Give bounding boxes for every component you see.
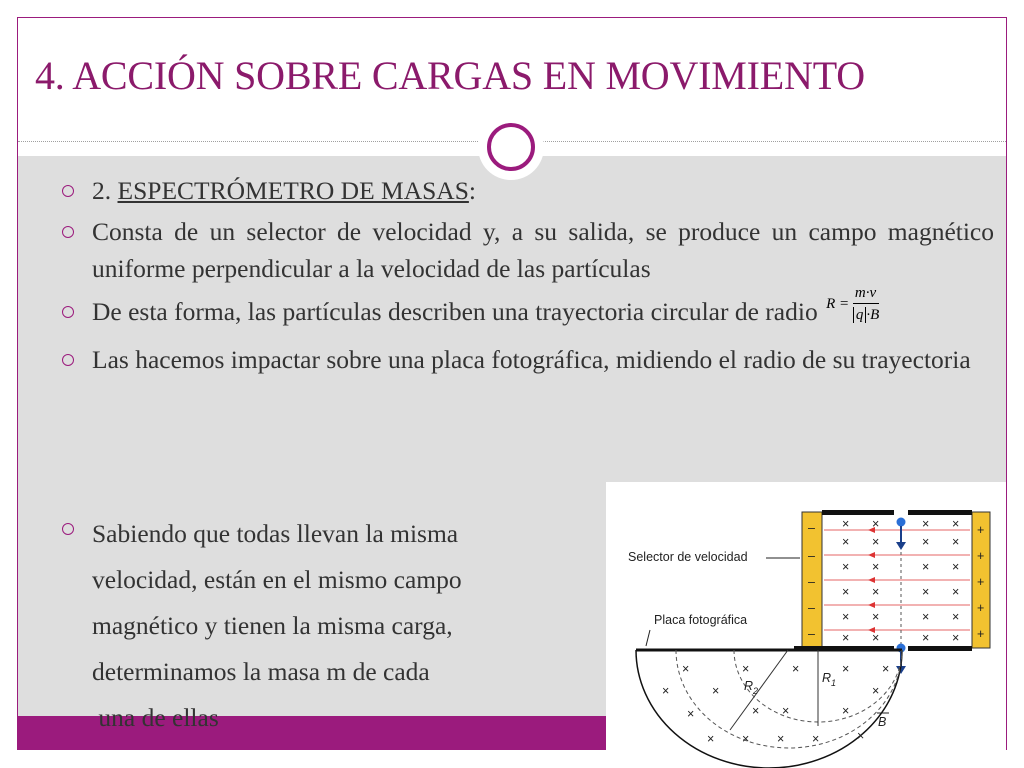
- svg-text:×: ×: [872, 585, 880, 599]
- particle-top: [897, 518, 906, 527]
- formula-den-rest: ·B: [866, 306, 880, 323]
- bullet-text: Consta de un selector de velocidad y, a su salida, se produce un campo magnético uniforme perpendicular a la velocidad de las partículas: [92, 217, 994, 283]
- svg-text:×: ×: [952, 585, 960, 599]
- bullet-item: [60, 172, 994, 209]
- bullet-circle-icon: [62, 185, 74, 197]
- svg-text:–: –: [808, 549, 815, 563]
- svg-text:+: +: [977, 601, 985, 615]
- top-plate-right: [908, 510, 972, 515]
- svg-text:×: ×: [922, 610, 930, 624]
- svg-text:×: ×: [662, 684, 670, 698]
- svg-text:×: ×: [842, 610, 850, 624]
- svg-text:×: ×: [842, 585, 850, 599]
- svg-text:×: ×: [712, 684, 720, 698]
- svg-text:×: ×: [842, 662, 850, 676]
- svg-text:×: ×: [952, 610, 960, 624]
- svg-text:×: ×: [782, 704, 790, 718]
- bullet-suffix: :: [468, 176, 476, 205]
- svg-text:×: ×: [842, 560, 850, 574]
- velocity-arrowhead-top: [896, 542, 906, 550]
- slide-title: 4. ACCIÓN SOBRE CARGAS EN MOVIMIENTO: [35, 53, 865, 98]
- bullet-line: velocidad, están en el mismo campo: [92, 565, 462, 594]
- bullet-text: Las hacemos impactar sobre una placa fotográfica, midiendo el radio de su trayectoria: [92, 344, 971, 374]
- b-field-label: B: [878, 715, 887, 729]
- svg-text:×: ×: [922, 535, 930, 549]
- chamber-b-field-crosses: [662, 662, 889, 746]
- diagram-svg: [606, 482, 1006, 768]
- formula-lhs: R =: [826, 295, 850, 312]
- svg-text:×: ×: [872, 535, 880, 549]
- svg-text:×: ×: [682, 662, 690, 676]
- mass-spectrometer-diagram: [606, 482, 1006, 768]
- bullet-item-multiline: [92, 511, 462, 741]
- bullet-circle-icon: [62, 354, 74, 366]
- svg-text:×: ×: [687, 707, 695, 721]
- svg-text:×: ×: [952, 631, 960, 645]
- svg-text:×: ×: [952, 560, 960, 574]
- svg-text:+: +: [977, 627, 985, 641]
- svg-text:×: ×: [842, 704, 850, 718]
- svg-text:×: ×: [872, 560, 880, 574]
- svg-text:×: ×: [842, 631, 850, 645]
- svg-text:×: ×: [922, 560, 930, 574]
- top-plate-left: [822, 510, 894, 515]
- selector-label: Selector de velocidad: [628, 550, 748, 564]
- svg-text:×: ×: [922, 585, 930, 599]
- svg-text:+: +: [977, 549, 985, 563]
- radius-r2-line: [730, 650, 788, 730]
- svg-text:×: ×: [742, 732, 750, 746]
- svg-text:+: +: [977, 523, 985, 537]
- svg-text:×: ×: [792, 662, 800, 676]
- plate-pointer: [646, 630, 650, 646]
- svg-text:×: ×: [742, 662, 750, 676]
- radius-formula: [826, 284, 879, 325]
- bullet-circle-icon: [62, 306, 74, 318]
- bullet-item: [60, 341, 994, 378]
- svg-text:×: ×: [752, 704, 760, 718]
- svg-text:–: –: [808, 521, 815, 535]
- bullet-circle-icon: [62, 523, 74, 535]
- bullet-line: determinamos la masa m de cada: [92, 657, 430, 686]
- svg-text:×: ×: [707, 732, 715, 746]
- bottom-plate-right: [908, 646, 972, 651]
- svg-text:×: ×: [872, 631, 880, 645]
- svg-text:×: ×: [922, 517, 930, 531]
- formula-abs-q: q: [853, 307, 867, 323]
- svg-text:×: ×: [872, 517, 880, 531]
- svg-text:–: –: [808, 627, 815, 641]
- bullet-item: [60, 213, 994, 287]
- svg-text:×: ×: [872, 610, 880, 624]
- r2-label: $R_2$: [744, 679, 759, 696]
- svg-text:–: –: [808, 575, 815, 589]
- svg-text:×: ×: [842, 535, 850, 549]
- mass-spectrometer-link[interactable]: ESPECTRÓMETRO DE MASAS: [117, 176, 469, 205]
- svg-text:×: ×: [952, 535, 960, 549]
- formula-fraction: [853, 284, 879, 325]
- formula-denominator: [853, 304, 879, 325]
- svg-text:×: ×: [952, 517, 960, 531]
- bullet-line: una de ellas: [92, 703, 219, 732]
- svg-text:×: ×: [812, 732, 820, 746]
- bullet-circle-icon: [62, 226, 74, 238]
- bullet-line: Sabiendo que todas llevan la misma: [92, 519, 459, 548]
- svg-text:×: ×: [777, 732, 785, 746]
- svg-text:×: ×: [922, 631, 930, 645]
- plate-label: Placa fotográfica: [654, 613, 748, 627]
- ring-ornament: [487, 123, 535, 171]
- bullet-line: magnético y tienen la misma carga,: [92, 611, 453, 640]
- svg-text:×: ×: [842, 517, 850, 531]
- bullet-list: [60, 172, 994, 384]
- bullet-prefix: 2.: [92, 176, 118, 205]
- svg-text:×: ×: [882, 662, 890, 676]
- bullet-text: De esta forma, las partículas describen una trayectoria circular de radio: [92, 297, 818, 326]
- svg-text:–: –: [808, 601, 815, 615]
- svg-text:×: ×: [872, 684, 880, 698]
- r1-label: $R_1$: [822, 671, 837, 688]
- formula-numerator: m·v: [853, 284, 879, 304]
- svg-text:×: ×: [857, 729, 865, 743]
- svg-text:+: +: [977, 575, 985, 589]
